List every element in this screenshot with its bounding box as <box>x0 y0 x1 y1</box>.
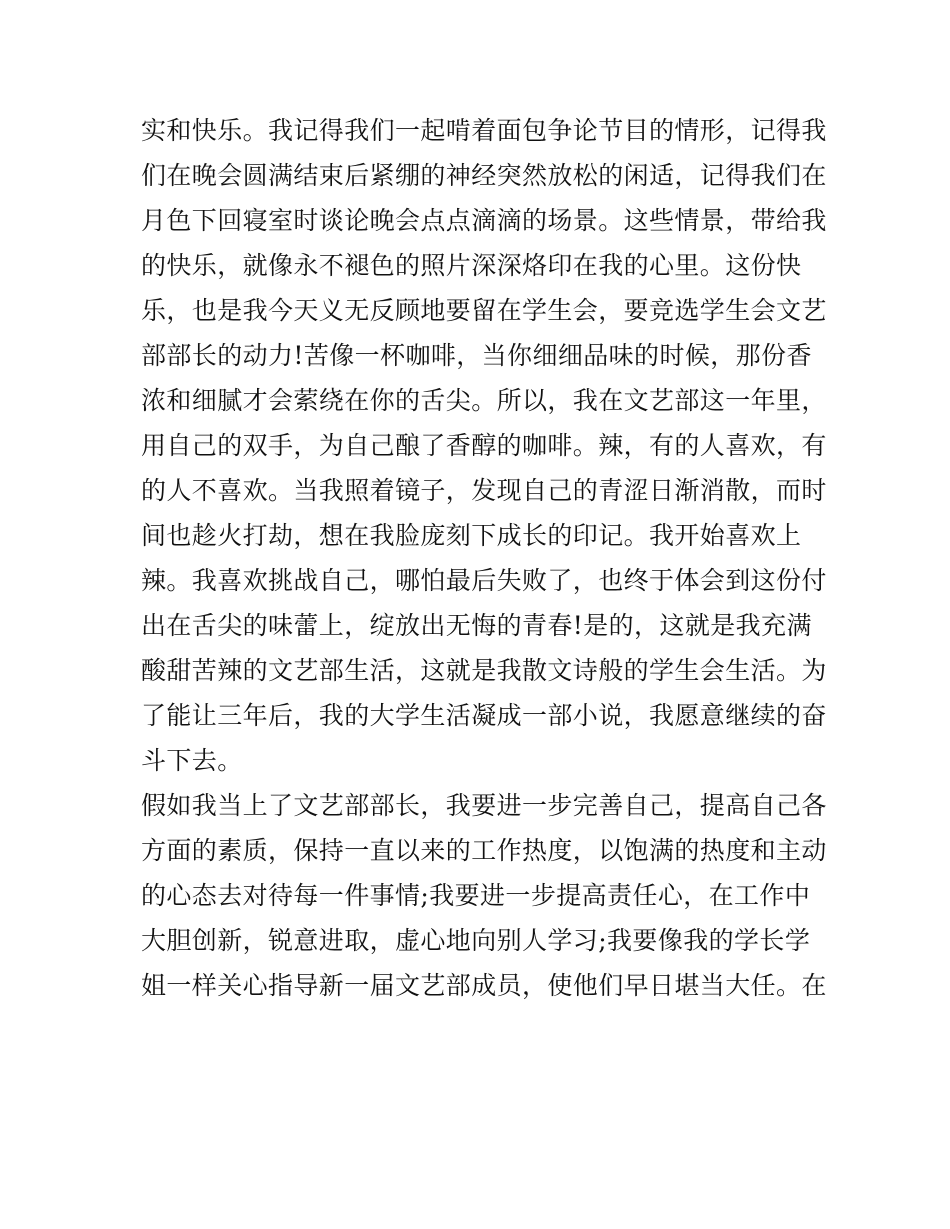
body-text <box>141 108 827 1008</box>
text-line: 酸甜苦辣的文艺部生活，这就是我散文诗般的学生会生活。为 <box>141 656 827 685</box>
text-line: 辣。我喜欢挑战自己，哪怕最后失败了，也终于体会到这份付 <box>141 566 827 595</box>
text-line: 姐一样关心指导新一届文艺部成员，使他们早日堪当大任。在 <box>141 971 827 1000</box>
text-line: 部部长的动力!苦像一杯咖啡，当你细细品味的时候，那份香 <box>141 341 812 370</box>
text-line: 大胆创新，锐意进取，虚心地向别人学习;我要像我的学长学 <box>141 926 811 955</box>
text-line: 斗下去。 <box>141 746 243 775</box>
text-line: 的心态去对待每一件事情;我要进一步提高责任心，在工作中 <box>141 881 811 910</box>
text-line: 间也趁火打劫，想在我脸庞刻下成长的印记。我开始喜欢上 <box>141 521 802 550</box>
text-line: 浓和细腻才会萦绕在你的舌尖。所以，我在文艺部这一年里， <box>141 386 827 415</box>
text-line: 出在舌尖的味蕾上，绽放出无悔的青春!是的，这就是我充满 <box>141 611 812 640</box>
text-line: 的人不喜欢。当我照着镜子，发现自己的青涩日渐消散，而时 <box>141 476 827 505</box>
text-line: 用自己的双手，为自己酿了香醇的咖啡。辣，有的人喜欢，有 <box>141 431 827 460</box>
text-line: 月色下回寝室时谈论晚会点点滴滴的场景。这些情景，带给我 <box>141 206 827 235</box>
text-line: 的快乐，就像永不褪色的照片深深烙印在我的心里。这份快 <box>141 251 802 280</box>
text-line: 了能让三年后，我的大学生活凝成一部小说，我愿意继续的奋 <box>141 701 827 730</box>
text-line: 假如我当上了文艺部部长，我要进一步完善自己，提高自己各 <box>141 791 827 820</box>
text-line: 方面的素质，保持一直以来的工作热度，以饱满的热度和主动 <box>141 836 827 865</box>
text-line: 实和快乐。我记得我们一起啃着面包争论节目的情形，记得我 <box>141 116 827 145</box>
text-line: 们在晚会圆满结束后紧绷的神经突然放松的闲适，记得我们在 <box>141 161 827 190</box>
text-line: 乐，也是我今天义无反顾地要留在学生会，要竞选学生会文艺 <box>141 296 827 325</box>
